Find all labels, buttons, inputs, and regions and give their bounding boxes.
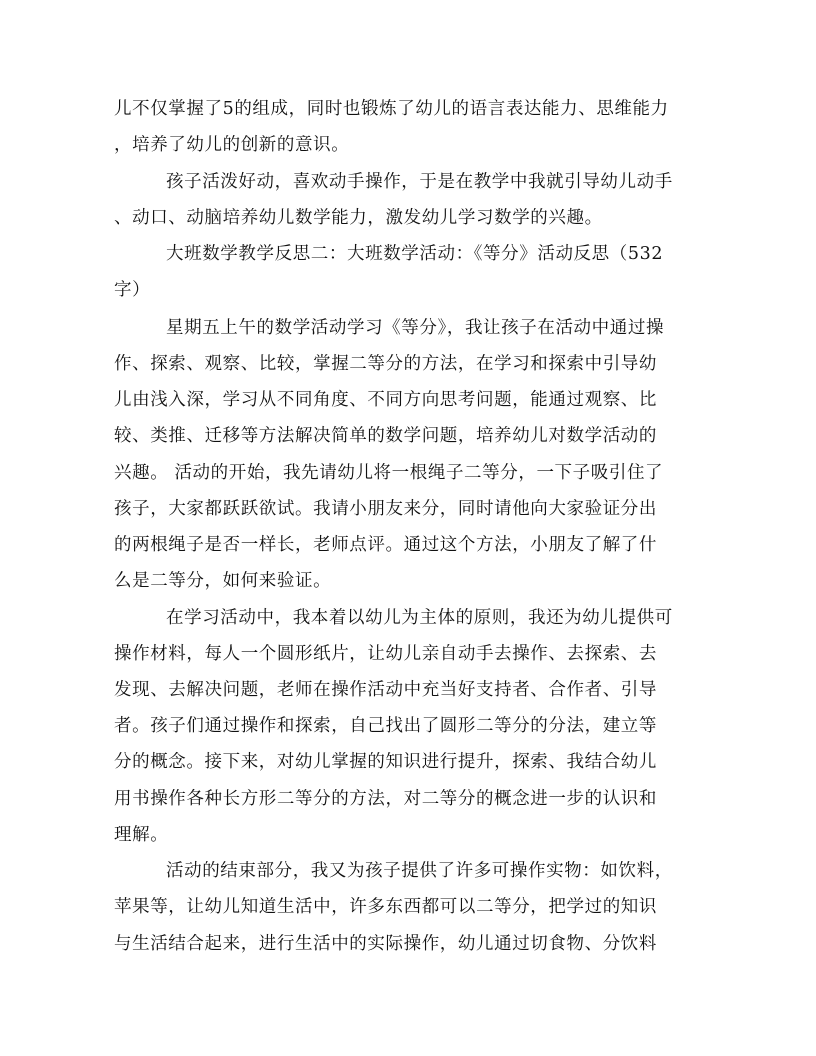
text-line: 字） xyxy=(114,280,151,300)
text-line: 兴趣。 活动的开始，我先请幼儿将一根绳子二等分，一下子吸引住了 xyxy=(114,463,664,483)
paragraph-start-line: 星期五上午的数学活动学习《等分》，我让孩子在活动中通过操 xyxy=(166,318,665,338)
text-line: 的两根绳子是否一样长，老师点评。通过这个方法，小朋友了解了什 xyxy=(114,535,657,555)
paragraph-start-line: 孩子活泼好动，喜欢动手操作，于是在教学中我就引导幼儿动手 xyxy=(166,172,673,192)
paragraph-start-line: 活动的结束部分，我又为孩子提供了许多可操作实物：如饮料， xyxy=(166,861,673,881)
text-line: 作、探索、观察、比较，掌握二等分的方法，在学习和探索中引导幼 xyxy=(114,354,657,374)
text-line: 分的概念。接下来，对幼儿掌握的知识进行提升，探索、我结合幼儿 xyxy=(114,752,657,772)
text-line: 、动口、动脑培养幼儿数学能力，激发幼儿学习数学的兴趣。 xyxy=(114,208,603,228)
text-line: 么是二等分，如何来验证。 xyxy=(114,571,332,591)
paragraph-start-line: 在学习活动中，我本着以幼儿为主体的原则，我还为幼儿提供可 xyxy=(166,608,673,628)
text-line: 发现、去解决问题，老师在操作活动中充当好支持者、合作者、引导 xyxy=(114,680,657,700)
text-line: 较、类推、迁移等方法解决简单的数学问题，培养幼儿对数学活动的 xyxy=(114,426,657,446)
text-line: 孩子，大家都跃跃欲试。我请小朋友来分，同时请他向大家验证分出 xyxy=(114,499,657,519)
text-line: 用书操作各种长方形二等分的方法，对二等分的概念进一步的认识和 xyxy=(114,789,657,809)
section-heading-line: 大班数学教学反思二：大班数学活动：《等分》活动反思（532 xyxy=(166,244,664,264)
text-line: ，培养了幼儿的创新的意识。 xyxy=(114,135,350,155)
text-line: 儿不仅掌握了5的组成，同时也锻炼了幼儿的语言表达能力、思维能力 xyxy=(114,99,669,119)
text-line: 操作材料，每人一个圆形纸片，让幼儿亲自动手去操作、去探索、去 xyxy=(114,644,657,664)
text-line: 理解。 xyxy=(114,825,169,845)
text-line: 与生活结合起来，进行生活中的实际操作，幼儿通过切食物、分饮料 xyxy=(114,934,657,954)
text-line: 者。孩子们通过操作和探索，自己找出了圆形二等分的分法，建立等 xyxy=(114,716,657,736)
text-line: 苹果等，让幼儿知道生活中，许多东西都可以二等分，把学过的知识 xyxy=(114,897,657,917)
text-line: 儿由浅入深，学习从不同角度、不同方向思考问题，能通过观察、比 xyxy=(114,390,657,410)
